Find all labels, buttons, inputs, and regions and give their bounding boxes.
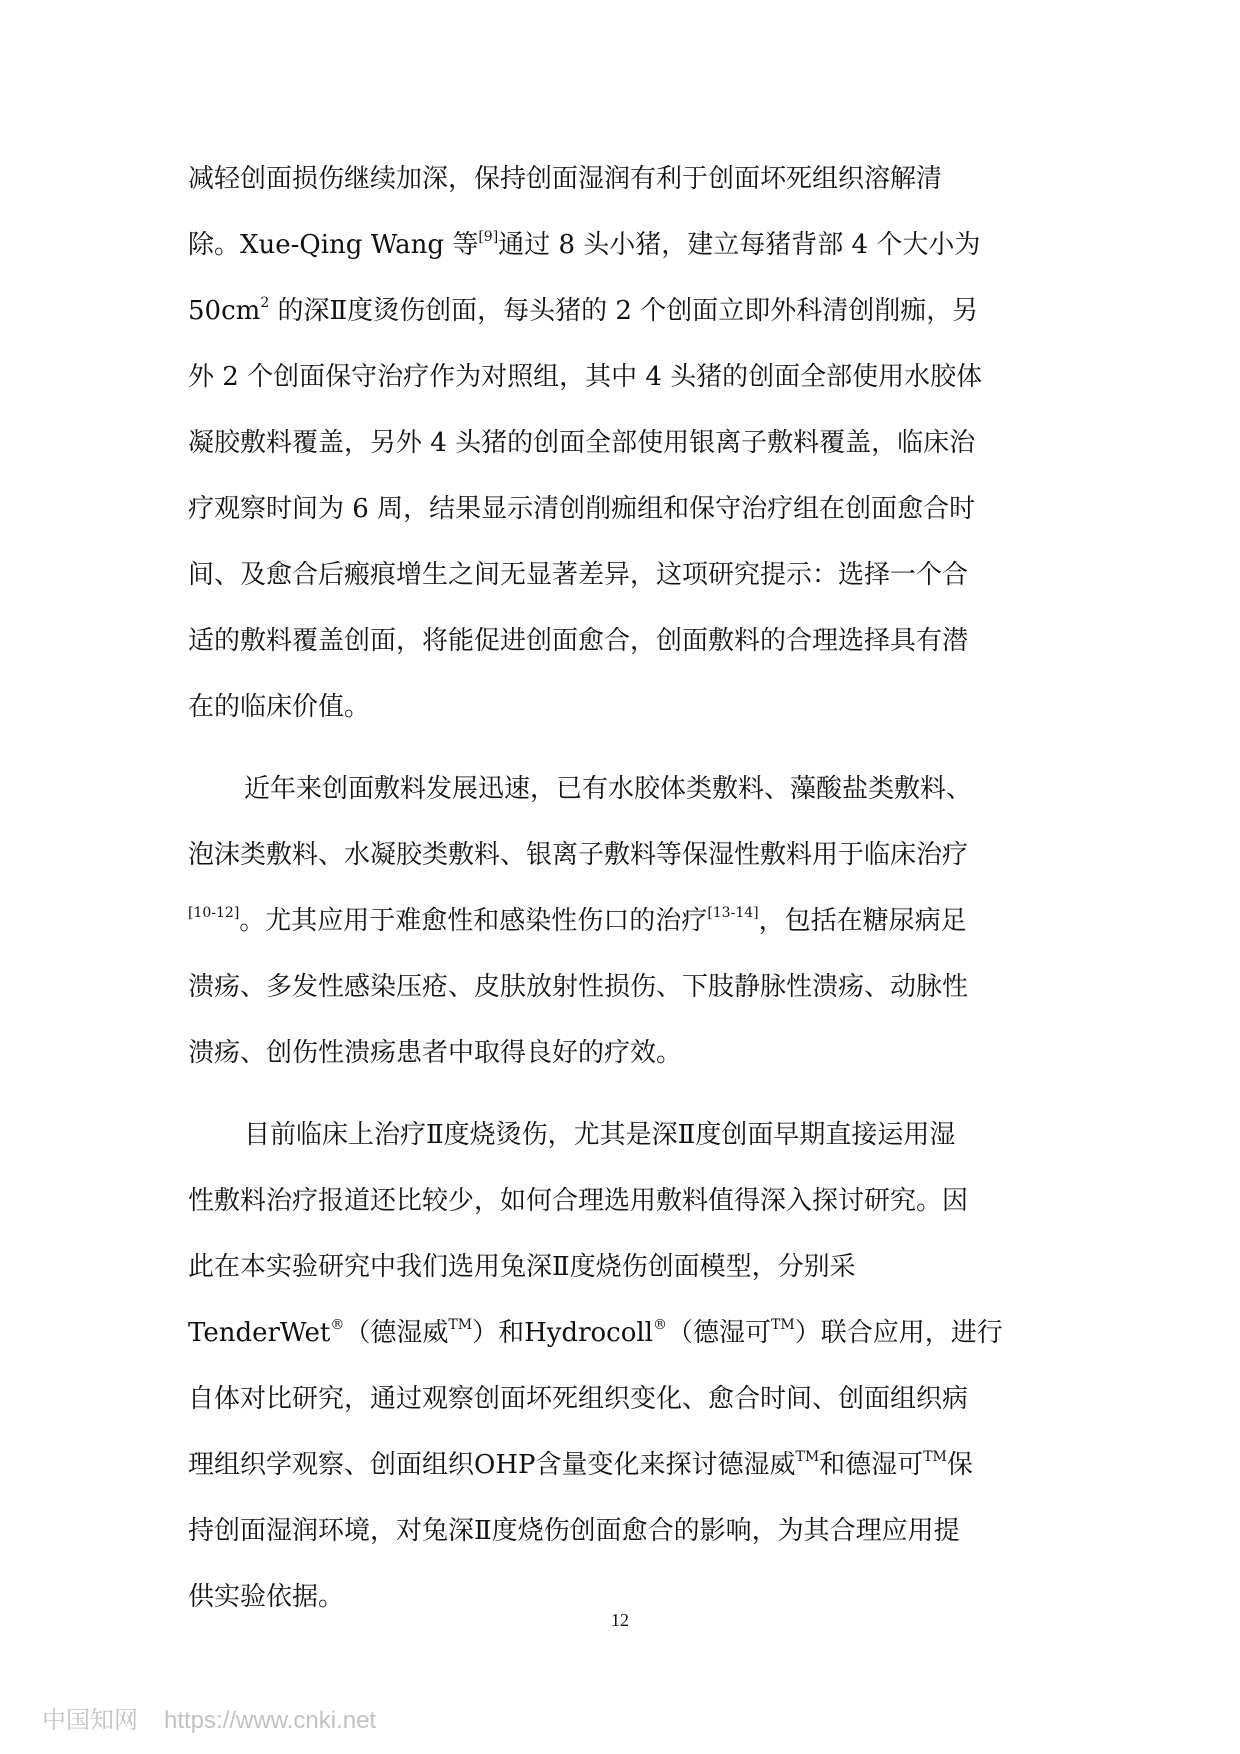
superscript: ®: [653, 1317, 667, 1334]
text-run: 。尤其应用于难愈性和感染性伤口的治疗: [239, 906, 708, 936]
text-run: 泡沫类敷料、水凝胶类敷料、银离子敷料等保湿性敷料用于临床治疗: [188, 840, 969, 870]
text-run: 溃疡、创伤性溃疡患者中取得良好的疗效。: [188, 1038, 683, 1068]
superscript: ®: [330, 1317, 345, 1334]
text-run: 的深Ⅱ度烫伤创面，每头猪的 2 个创面立即外科清创削痂，另: [269, 296, 979, 326]
text-run: TenderWet: [188, 1318, 331, 1348]
text-run: 性敷料治疗报道还比较少，如何合理选用敷料值得深入探讨研究。因: [188, 1186, 969, 1216]
watermark-url: https://www.cnki.net: [164, 1707, 377, 1734]
text-run: 50cm: [188, 296, 261, 326]
cnki-watermark: [42, 1700, 376, 1735]
text-run: 和德湿可: [819, 1450, 924, 1480]
text-run: 持创面湿润环境，对兔深Ⅱ度烧伤创面愈合的影响，为其合理应用提: [188, 1516, 960, 1546]
paragraph: [188, 146, 1052, 740]
text-run: 适的敷料覆盖创面，将能促进创面愈合，创面敷料的合理选择具有潜: [188, 626, 969, 656]
text-run: 理组织学观察、创面组织OHP含量变化来探讨德湿威: [188, 1450, 796, 1480]
text-line: [188, 674, 1052, 740]
text-line: [188, 1168, 1052, 1234]
text-run: 外 2 个创面保守治疗作为对照组，其中 4 头猪的创面全部使用水胶体: [188, 362, 983, 392]
text-line: [188, 1102, 1052, 1168]
text-run: 凝胶敷料覆盖，另外 4 头猪的创面全部使用银离子敷料覆盖，临床治: [188, 428, 976, 458]
text-run: 在的临床价值。: [188, 692, 371, 722]
text-line: [188, 608, 1052, 674]
superscript: TM: [771, 1317, 795, 1334]
text-line: [188, 146, 1052, 212]
body-text: [188, 146, 1052, 1630]
text-run: 供实验依据。: [188, 1582, 345, 1612]
text-run: 疗观察时间为 6 周，结果显示清创削痂组和保守治疗组在创面愈合时: [188, 494, 976, 524]
paragraph: [188, 1102, 1052, 1630]
superscript: 2: [260, 295, 270, 312]
text-run: 减轻创面损伤继续加深，保持创面湿润有利于创面坏死组织溶解清: [188, 164, 943, 194]
text-run: 保: [946, 1450, 973, 1480]
paragraph: [188, 756, 1052, 1086]
text-run: （德湿威: [344, 1318, 449, 1348]
superscript: TM: [923, 1449, 947, 1466]
superscript: TM: [795, 1449, 820, 1466]
text-line: [188, 756, 1052, 822]
text-line: [188, 1432, 1052, 1498]
superscript: [9]: [478, 229, 499, 246]
text-line: [188, 888, 1052, 954]
text-line: [188, 822, 1052, 888]
text-run: 近年来创面敷料发展迅速，已有水胶体类敷料、藻酸盐类敷料、: [244, 774, 973, 804]
text-line: [188, 1020, 1052, 1086]
text-run: ）联合应用，进行: [794, 1318, 1003, 1348]
text-line: [188, 1300, 1052, 1366]
text-run: 溃疡、多发性感染压疮、皮肤放射性损伤、下肢静脉性溃疡、动脉性: [188, 972, 969, 1002]
text-run: ）和Hydrocoll: [472, 1318, 653, 1348]
text-run: 自体对比研究，通过观察创面坏死组织变化、愈合时间、创面组织病: [188, 1384, 969, 1414]
text-line: [188, 212, 1052, 278]
text-line: [188, 1498, 1052, 1564]
text-line: [188, 476, 1052, 542]
superscript: TM: [448, 1317, 473, 1334]
superscript: [10-12]: [188, 905, 240, 922]
text-run: （德湿可: [667, 1318, 772, 1348]
text-line: [188, 954, 1052, 1020]
watermark-brand: 中国知网: [42, 1707, 138, 1734]
text-run: ，包括在糖尿病足: [758, 906, 967, 936]
text-run: 除。Xue-Qing Wang 等: [188, 230, 479, 260]
text-line: [188, 542, 1052, 608]
text-run: 通过 8 头小猪，建立每猪背部 4 个大小为: [498, 230, 981, 260]
text-line: [188, 1234, 1052, 1300]
text-line: [188, 1366, 1052, 1432]
text-line: [188, 410, 1052, 476]
text-run: 间、及愈合后瘢痕增生之间无显著差异，这项研究提示：选择一个合: [188, 560, 969, 590]
text-line: [188, 278, 1052, 344]
page-number: 12: [611, 1610, 629, 1630]
superscript: [13-14]: [707, 905, 759, 922]
text-line: [188, 344, 1052, 410]
text-run: 目前临床上治疗Ⅱ度烧烫伤，尤其是深Ⅱ度创面早期直接运用湿: [244, 1120, 956, 1150]
text-run: 此在本实验研究中我们选用兔深Ⅱ度烧伤创面模型，分别采: [188, 1252, 856, 1282]
